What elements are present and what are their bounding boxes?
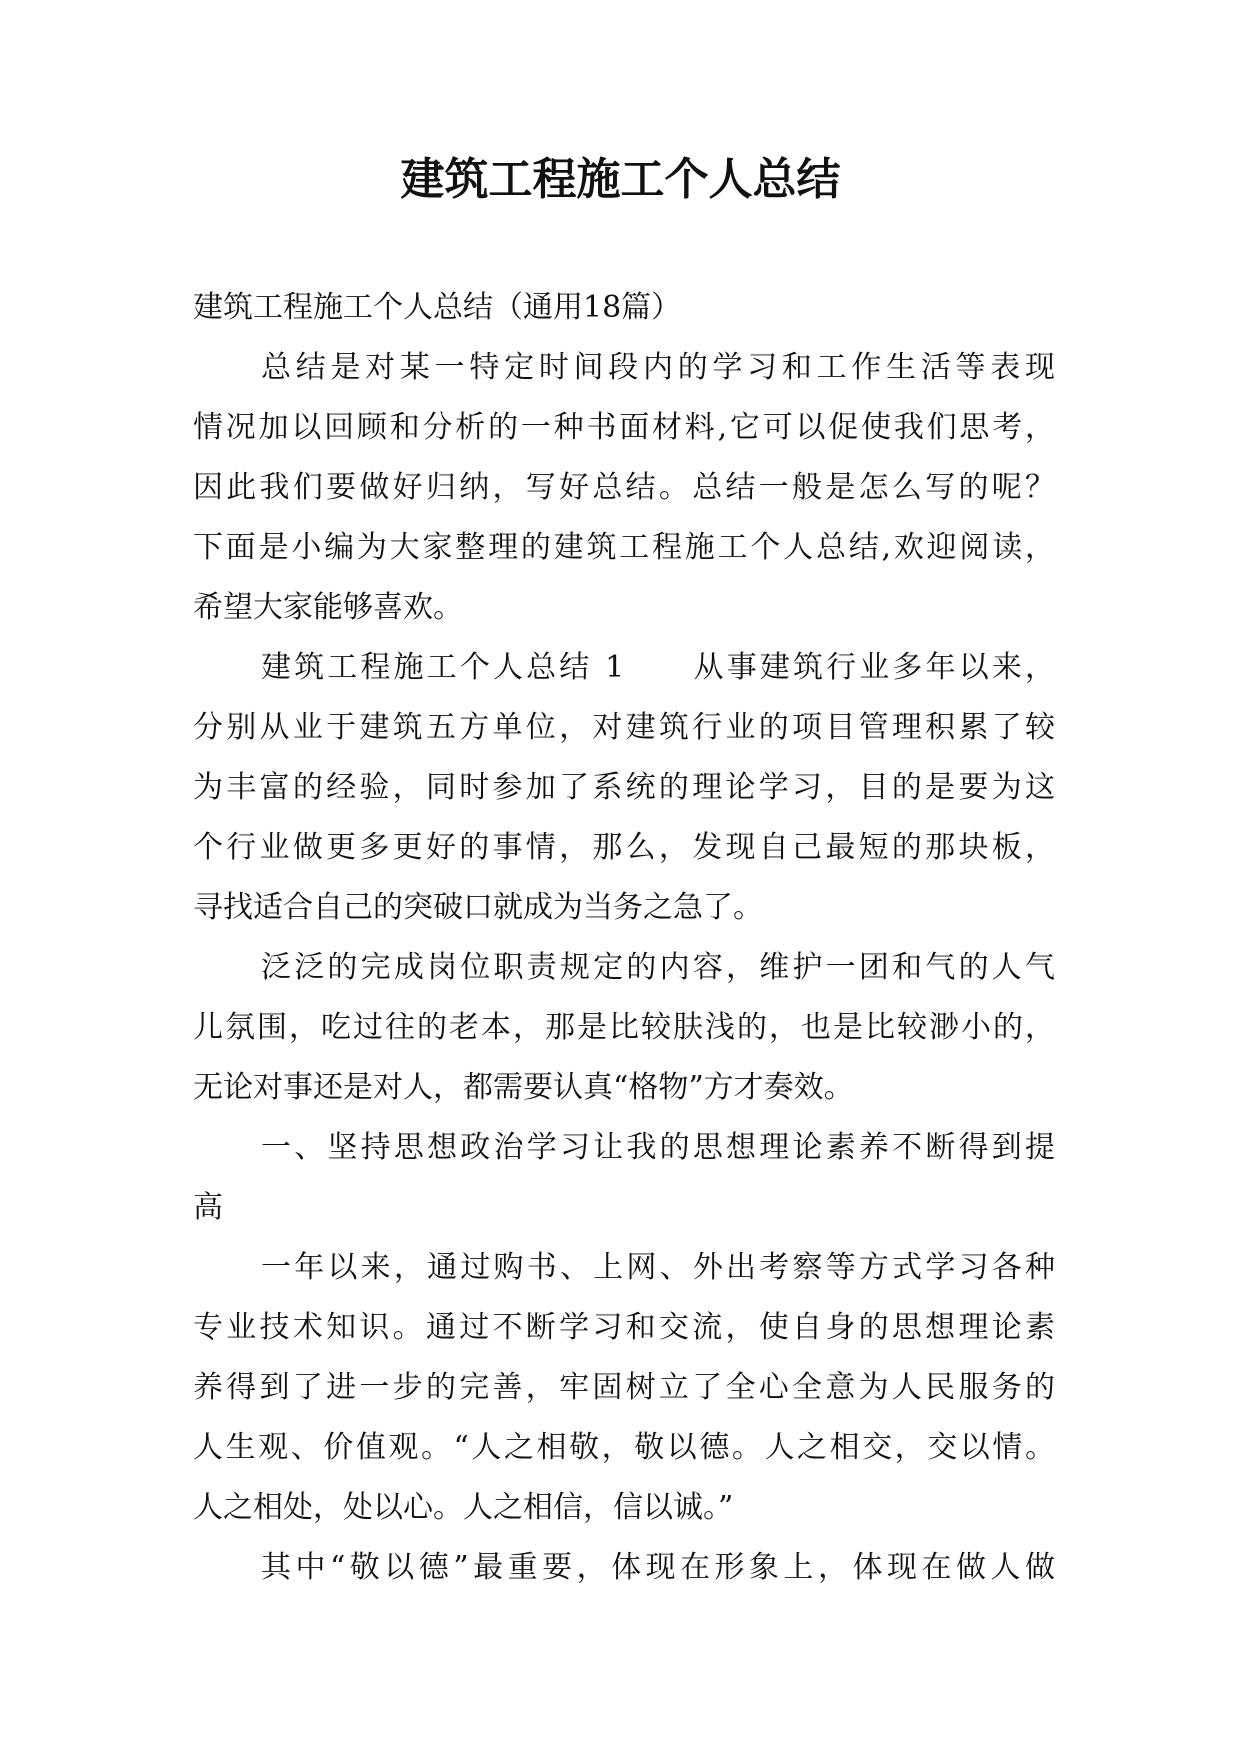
text-line: 其中“敬以德”最重要，体现在形象上，体现在做人做 [261, 1550, 1055, 1585]
text-line: 专业技术知识。通过不断学习和交流，使自身的思想理论素 [193, 1310, 1055, 1345]
text-line: 高 [193, 1190, 223, 1225]
text-line: 泛泛的完成岗位职责规定的内容，维护一团和气的人气 [261, 950, 1055, 985]
text-line: 一、坚持思想政治学习让我的思想理论素养不断得到提 [261, 1130, 1055, 1165]
text-line: 寻找适合自己的突破口就成为当务之急了。 [193, 890, 763, 925]
text-line: 情况加以回顾和分析的一种书面材料,它可以促使我们思考， [193, 410, 1055, 445]
text-line: 儿氛围，吃过往的老本，那是比较肤浅的，也是比较渺小的， [193, 1010, 1055, 1045]
text-line: 人之相处，处以心。人之相信，信以诚。” [193, 1490, 734, 1525]
text-line: 养得到了进一步的完善，牢固树立了全心全意为人民服务的 [193, 1370, 1055, 1405]
text-line: 希望大家能够喜欢。 [193, 590, 463, 625]
text-line: 分别从业于建筑五方单位，对建筑行业的项目管理积累了较 [193, 710, 1055, 745]
text-line: 建筑工程施工个人总结 1 从事建筑行业多年以来， [261, 650, 1055, 685]
text-line: 无论对事还是对人，都需要认真“格物”方才奏效。 [193, 1070, 854, 1105]
text-line: 总结是对某一特定时间段内的学习和工作生活等表现 [261, 350, 1055, 385]
text-line: 为丰富的经验，同时参加了系统的理论学习，目的是要为这 [193, 770, 1055, 805]
text-line: 下面是小编为大家整理的建筑工程施工个人总结,欢迎阅读， [193, 530, 1055, 565]
text-line: 人生观、价值观。“人之相敬，敬以德。人之相交，交以情。 [193, 1430, 1055, 1465]
text-line: 因此我们要做好归纳，写好总结。总结一般是怎么写的呢？ [193, 470, 1055, 505]
text-line: 一年以来，通过购书、上网、外出考察等方式学习各种 [261, 1250, 1055, 1285]
document-title: 建筑工程施工个人总结 [400, 154, 841, 205]
text-line: 个行业做更多更好的事情，那么，发现自己最短的那块板， [193, 830, 1055, 865]
document-body [193, 278, 1055, 1598]
text-line: 建筑工程施工个人总结（通用18篇） [193, 290, 682, 325]
